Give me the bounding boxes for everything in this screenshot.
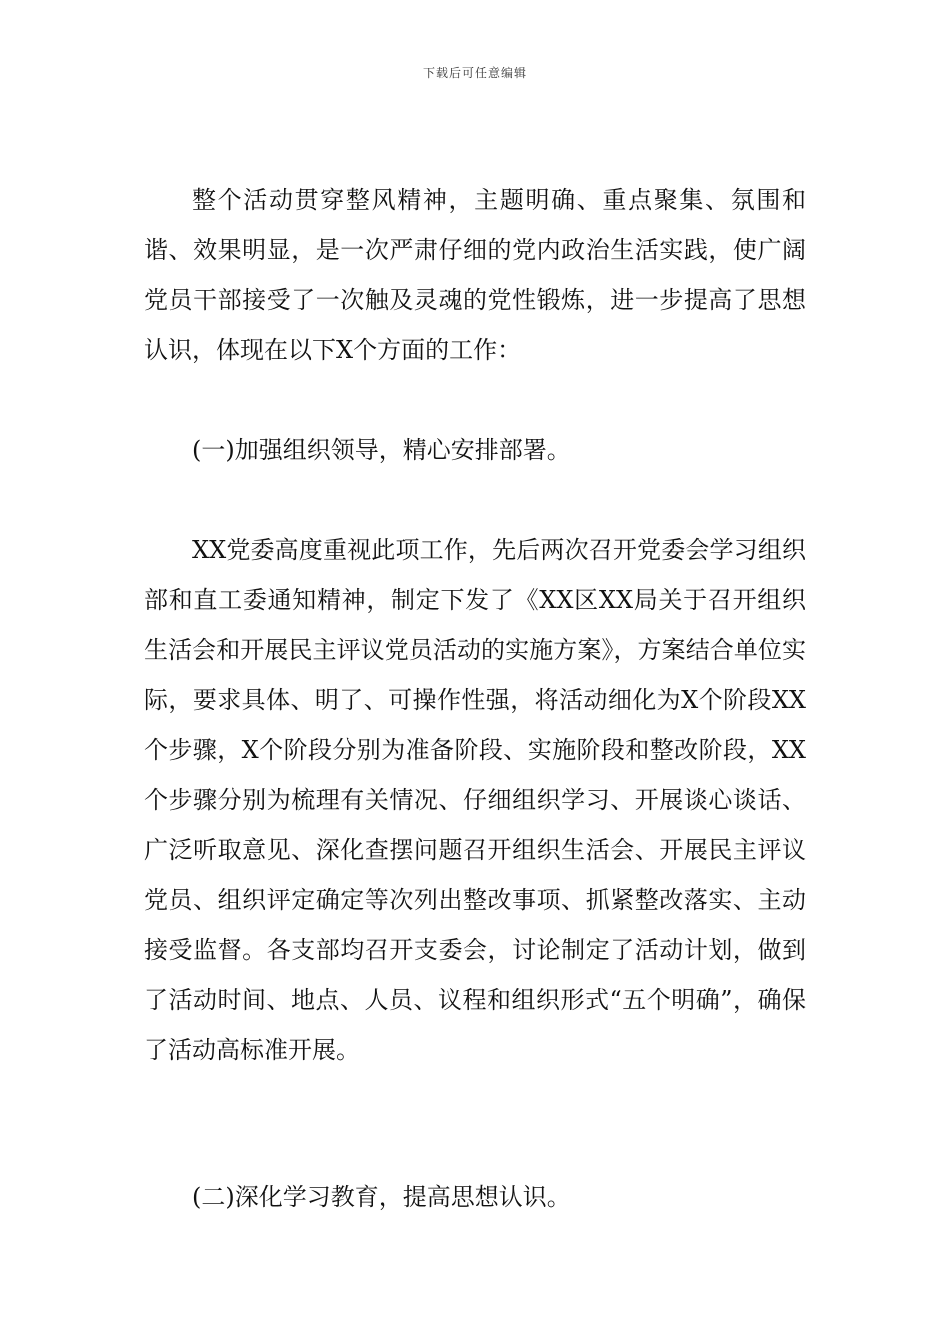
section-heading-1: (一)加强组织领导，精心安排部署。: [192, 436, 571, 464]
paragraph-overview: 整个活动贯穿整风精神，主题明确、重点聚集、氛围和谐、效果明显，是一次严肃仔细的党内政治生活实践，使广阔党员干部接受了一次触及灵魂的党性锻炼，进一步提高了思想认识，体现在以下X个方面的工作：: [144, 186, 806, 364]
header-note: 下载后可任意编辑: [422, 66, 527, 80]
paragraph-organization: XX党委高度重视此项工作，先后两次召开党委会学习组织部和直工委通知精神，制定下发了《XX区XX局关于召开组织生活会和开展民主评议党员活动的实施方案》，方案结合单位实际，要求具体、明了、可操作性强，将活动细化为X个阶段XX个步骤，X个阶段分别为准备阶段、实施阶段和整改阶段，XX个步骤分别为梳理有关情况、仔细组织学习、开展谈心谈话、广泛听取意见、深化查摆问题召开组织生活会、开展民主评议党员、组织评定确定等次列出整改事项、抓紧整改落实、主动接受监督。各支部均召开支委会，讨论制定了活动计划，做到了活动时间、地点、人员、议程和组织形式“五个明确”，确保了活动高标准开展。: [144, 536, 806, 1064]
section-heading-2: (二)深化学习教育，提高思想认识。: [192, 1183, 571, 1211]
